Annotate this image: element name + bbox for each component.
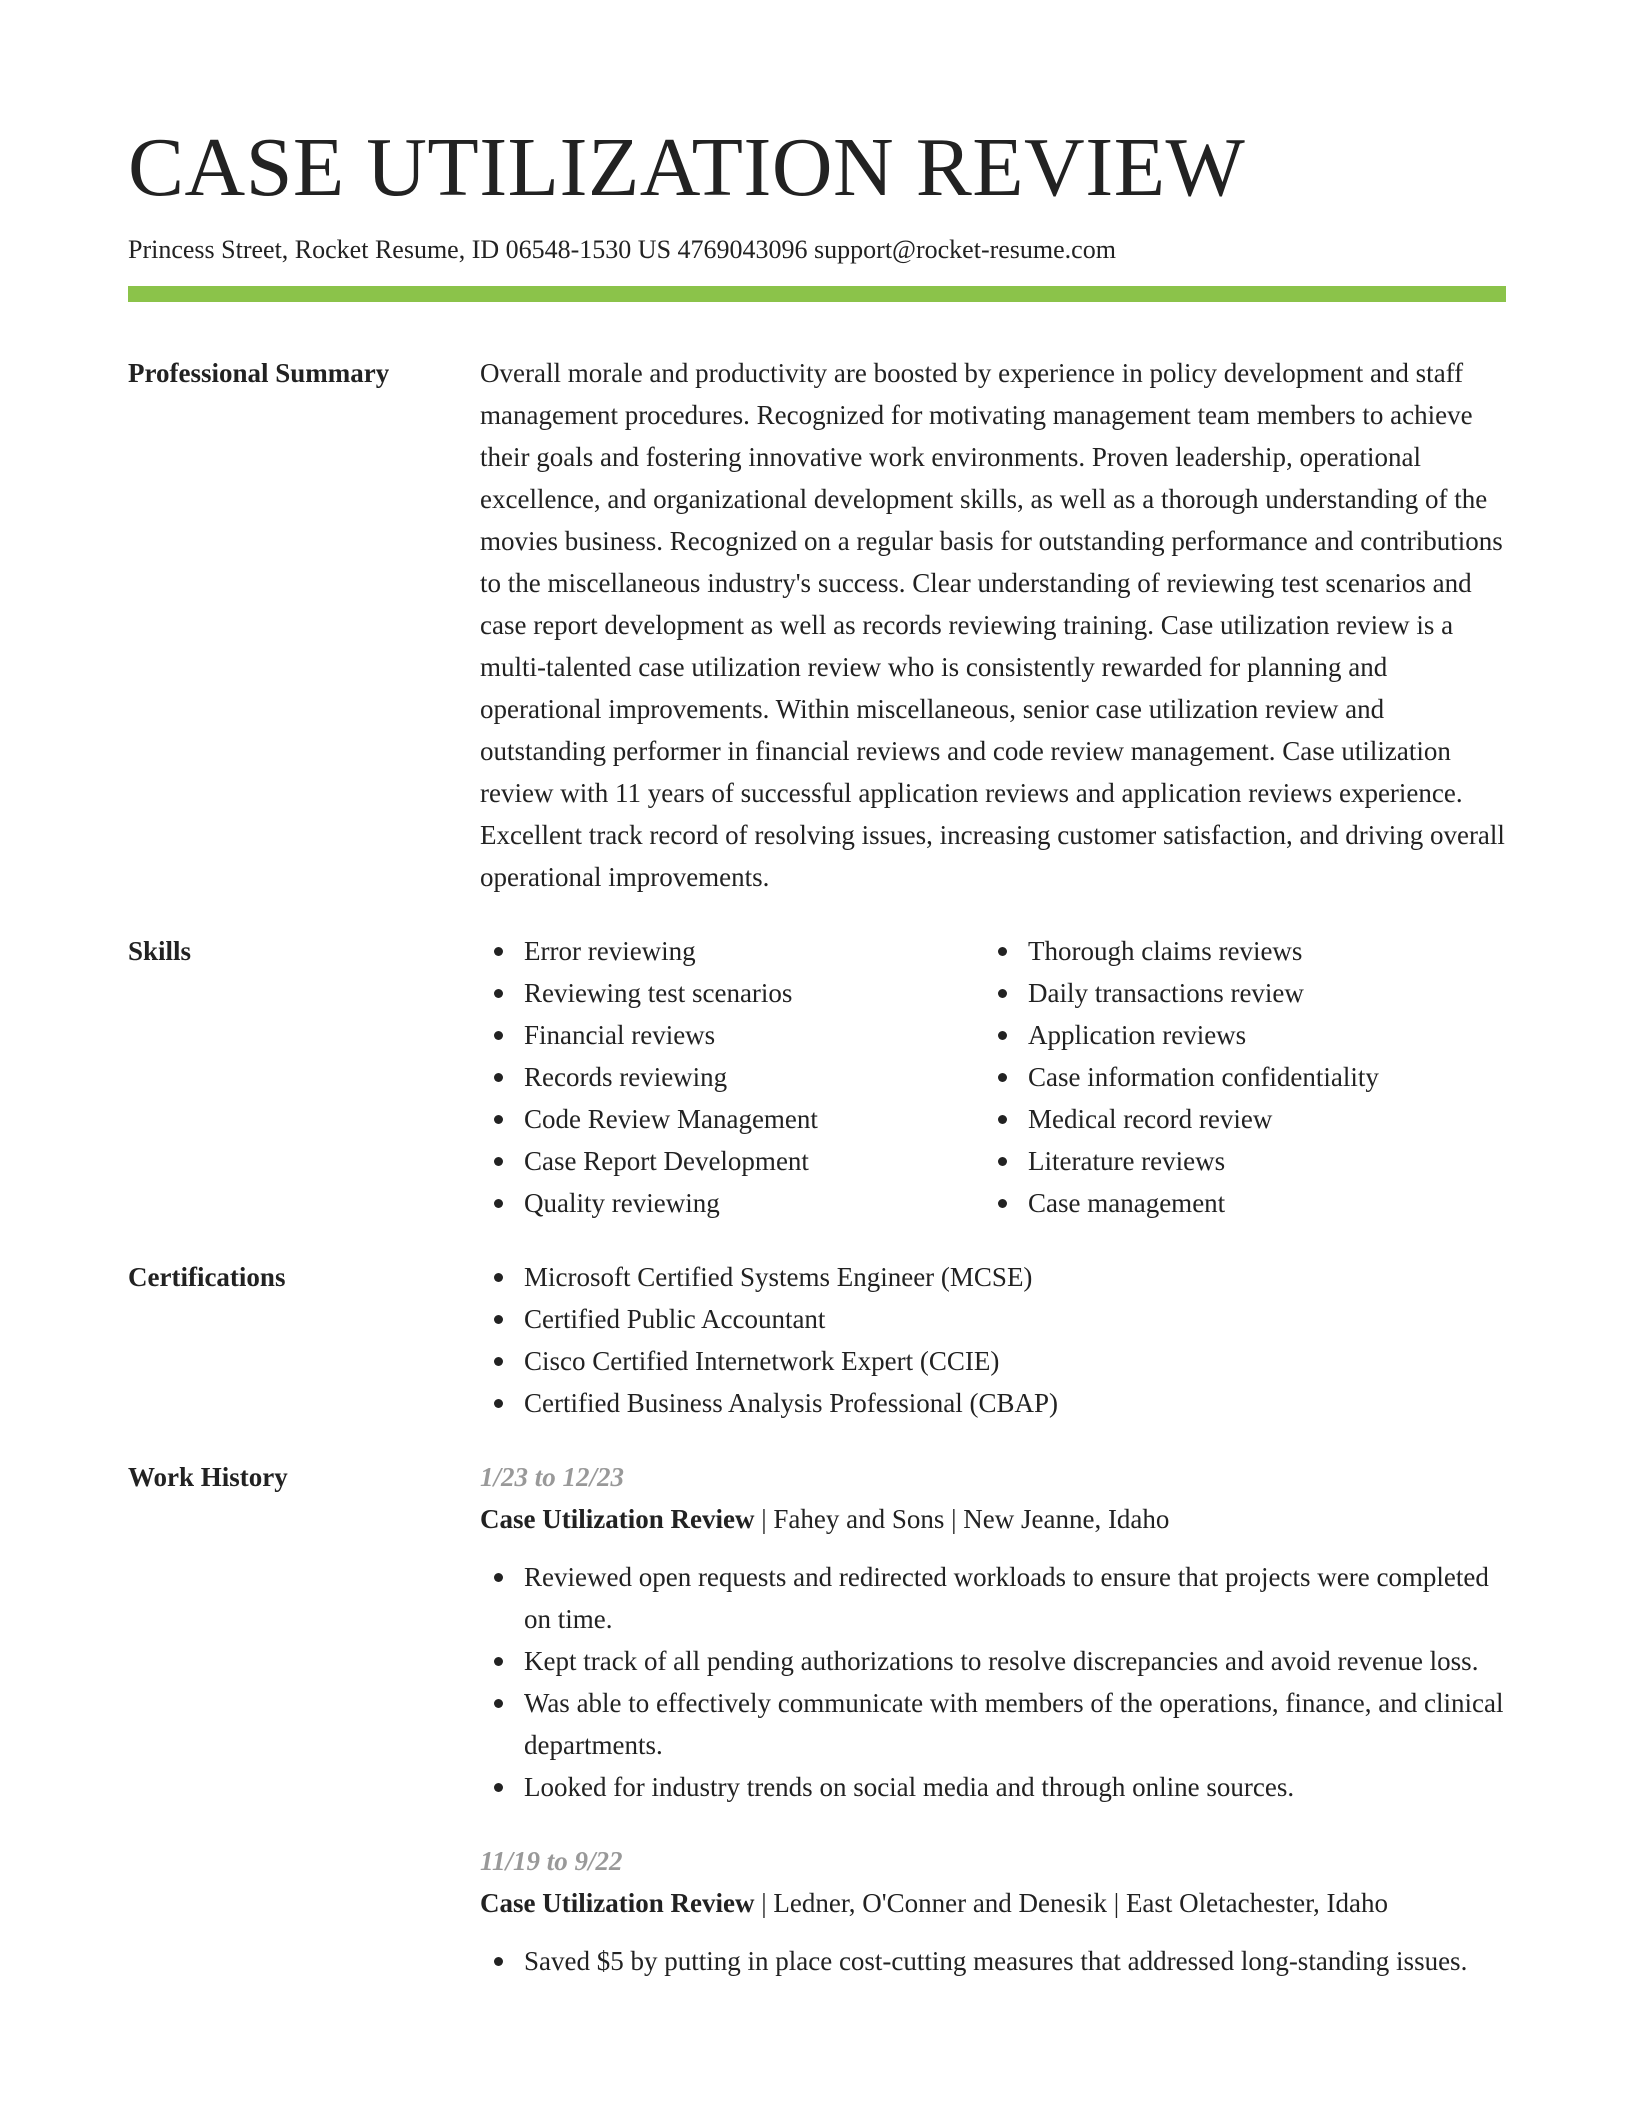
summary-section bbox=[128, 352, 1506, 898]
work-history-section bbox=[128, 1456, 1506, 1982]
certifications-list bbox=[480, 1256, 1506, 1424]
certification-item: Microsoft Certified Systems Engineer (MCSE) bbox=[480, 1256, 1506, 1298]
skill-item: Case Report Development bbox=[480, 1140, 984, 1182]
skill-item: Financial reviews bbox=[480, 1014, 984, 1056]
skill-item: Reviewing test scenarios bbox=[480, 972, 984, 1014]
skill-item: Daily transactions review bbox=[984, 972, 1488, 1014]
header-divider bbox=[128, 286, 1506, 302]
job-bullet: Saved $5 by putting in place cost-cutting measures that addressed long-standing issues. bbox=[480, 1940, 1506, 1982]
skills-list-left bbox=[480, 930, 984, 1224]
skill-item: Medical record review bbox=[984, 1098, 1488, 1140]
job-bullet: Reviewed open requests and redirected workloads to ensure that projects were completed on time. bbox=[480, 1556, 1506, 1640]
skill-item: Case information confidentiality bbox=[984, 1056, 1488, 1098]
job-entry bbox=[480, 1456, 1506, 1808]
resume-name: CASE UTILIZATION REVIEW bbox=[128, 121, 1246, 214]
job-title: Case Utilization Review bbox=[480, 1504, 755, 1534]
resume-page bbox=[128, 118, 1506, 1982]
job-bullet: Looked for industry trends on social media and through online sources. bbox=[480, 1766, 1506, 1808]
certification-item: Certified Business Analysis Professional (CBAP) bbox=[480, 1382, 1506, 1424]
skill-item: Application reviews bbox=[984, 1014, 1488, 1056]
work-history-label: Work History bbox=[128, 1462, 288, 1492]
certification-item: Certified Public Accountant bbox=[480, 1298, 1506, 1340]
skill-item: Literature reviews bbox=[984, 1140, 1488, 1182]
job-dates: 1/23 to 12/23 bbox=[480, 1462, 625, 1492]
certifications-label: Certifications bbox=[128, 1262, 286, 1292]
skills-label: Skills bbox=[128, 936, 192, 966]
job-bullets bbox=[480, 1940, 1506, 1982]
certifications-body bbox=[480, 1256, 1506, 1424]
job-bullet: Kept track of all pending authorizations to resolve discrepancies and avoid revenue loss. bbox=[480, 1640, 1506, 1682]
work-history-body bbox=[480, 1456, 1506, 1982]
skills-section bbox=[128, 930, 1506, 1224]
job-title-line bbox=[480, 1882, 1506, 1924]
certifications-section bbox=[128, 1256, 1506, 1424]
skill-item: Code Review Management bbox=[480, 1098, 984, 1140]
job-details: | Fahey and Sons | New Jeanne, Idaho bbox=[754, 1504, 1170, 1534]
job-details: | Ledner, O'Conner and Denesik | East Oletachester, Idaho bbox=[754, 1888, 1388, 1918]
skills-list-right bbox=[984, 930, 1488, 1224]
skill-item: Error reviewing bbox=[480, 930, 984, 972]
job-dates: 11/19 to 9/22 bbox=[480, 1846, 623, 1876]
job-bullets bbox=[480, 1556, 1506, 1808]
skill-item: Thorough claims reviews bbox=[984, 930, 1488, 972]
contact-line: Princess Street, Rocket Resume, ID 06548-1530 US 4769043096 support@rocket-resume.com bbox=[128, 235, 1116, 264]
skill-item: Case management bbox=[984, 1182, 1488, 1224]
job-title-line bbox=[480, 1498, 1506, 1540]
certification-item: Cisco Certified Internetwork Expert (CCIE) bbox=[480, 1340, 1506, 1382]
job-title: Case Utilization Review bbox=[480, 1888, 755, 1918]
summary-label: Professional Summary bbox=[128, 358, 390, 388]
skill-item: Quality reviewing bbox=[480, 1182, 984, 1224]
skills-body bbox=[480, 930, 1506, 1224]
job-entry bbox=[480, 1840, 1506, 1982]
job-bullet: Was able to effectively communicate with members of the operations, finance, and clinical departments. bbox=[480, 1682, 1506, 1766]
summary-text: Overall morale and productivity are boosted by experience in policy development and staff management procedures. Recognized for motivating management team members to achieve their goals and fostering innovative work environments. Proven leadership, operational excellence, and organizational development skills, as well as a thorough understanding of the movies business. Recognized on a regular basis for outstanding performance and contributions to the miscellaneous industry's success. Clear understanding of reviewing test scenarios and case report development as well as records reviewing training. Case utilization review is a multi-talented case utilization review who is consistently rewarded for planning and operational improvements. Within miscellaneous, senior case utilization review and outstanding performer in financial reviews and code review management. Case utilization review with 11 years of successful application reviews and application reviews experience. Excellent track record of resolving issues, increasing customer satisfaction, and driving overall operational improvements. bbox=[480, 358, 1505, 892]
skill-item: Records reviewing bbox=[480, 1056, 984, 1098]
